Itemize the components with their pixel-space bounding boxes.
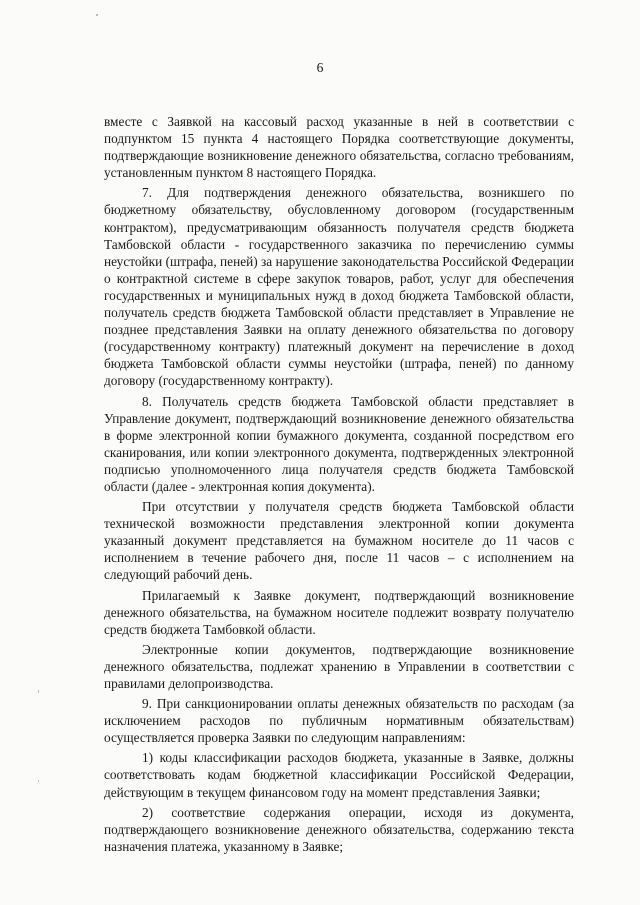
scan-speck	[96, 14, 98, 16]
paragraph-continuation: вместе с Заявкой на кассовый расход указанные в ней в соответствии с подпунктом 15 пункта 4 настоящего Порядка соответствующие документы, подтверждающие возникновение денежного обязательства, согласно требованиям, установленным пунктом 8 настоящего Порядка.	[104, 114, 574, 181]
paragraph-item-8: 8. Получатель средств бюджета Тамбовской области представляет в Управление документ, подтверждающий возникновение денежного обязательства в форме электронной копии бумажного документа, созданной посредством его сканирования, или копии электронного документа, подтвержденных электронной подписью уполномоченного лица получателя средств бюджета Тамбовской области (далее - электронная копия документа).	[104, 393, 574, 494]
paragraph-subitem-1: 1) коды классификации расходов бюджета, указанные в Заявке, должны соответствовать кодам бюджетной классификации Российской Федерации, действующим в текущем финансовом году на момент представления Заявки;	[104, 750, 574, 800]
paragraph-subitem-2: 2) соответствие содержания операции, исходя из документа, подтверждающего возникновение денежного обязательства, содержанию текста назначения платежа, указанному в Заявке;	[104, 804, 574, 854]
scan-speck	[38, 780, 39, 782]
scan-speck	[38, 690, 39, 693]
paragraph-no-technical-possibility: При отсутствии у получателя средств бюджета Тамбовской области технической возможности представления электронной копии документа указанный документ представляется на бумажном носителе до 11 часов с исполнением в течение рабочего дня, после 11 часов – с исполнением на следующий рабочий день.	[104, 499, 574, 583]
paragraph-attached-document: Прилагаемый к Заявке документ, подтверждающий возникновение денежного обязательства, на бумажном носителе подлежит возврату получателю средств бюджета Тамбовкой области.	[104, 587, 574, 637]
paragraph-item-7: 7. Для подтверждения денежного обязательства, возникшего по бюджетному обязательству, обусловленному договором (государственным контрактом), предусматривающим обязанность получателя средств бюджета Тамбовской области - государственного заказчика по перечислению суммы неустойки (штрафа, пеней) за нарушение законодательства Российской Федерации о контрактной системе в сфере закупок товаров, работ, услуг для обеспечения государственных и муниципальных нужд в доход бюджета Тамбовской области, получатель средств бюджета Тамбовской области представляет в Управление не позднее представления Заявки на оплату денежного обязательства по договору (государственному контракту) платежный документ на перечисление в доход бюджета Тамбовской области суммы неустойки (штрафа, пеней) по данному договору (государственному контракту).	[104, 185, 574, 389]
paragraph-item-9: 9. При санкционировании оплаты денежных обязательств по расходам (за исключением расходов по публичным нормативным обязательствам) осуществляется проверка Заявки по следующим направлениям:	[104, 696, 574, 746]
paragraph-electronic-copies: Электронные копии документов, подтверждающие возникновение денежного обязательства, подлежат хранению в Управлении в соответствии с правилами делопроизводства.	[104, 641, 574, 691]
page-number: 6	[316, 60, 324, 75]
document-body	[104, 113, 574, 858]
